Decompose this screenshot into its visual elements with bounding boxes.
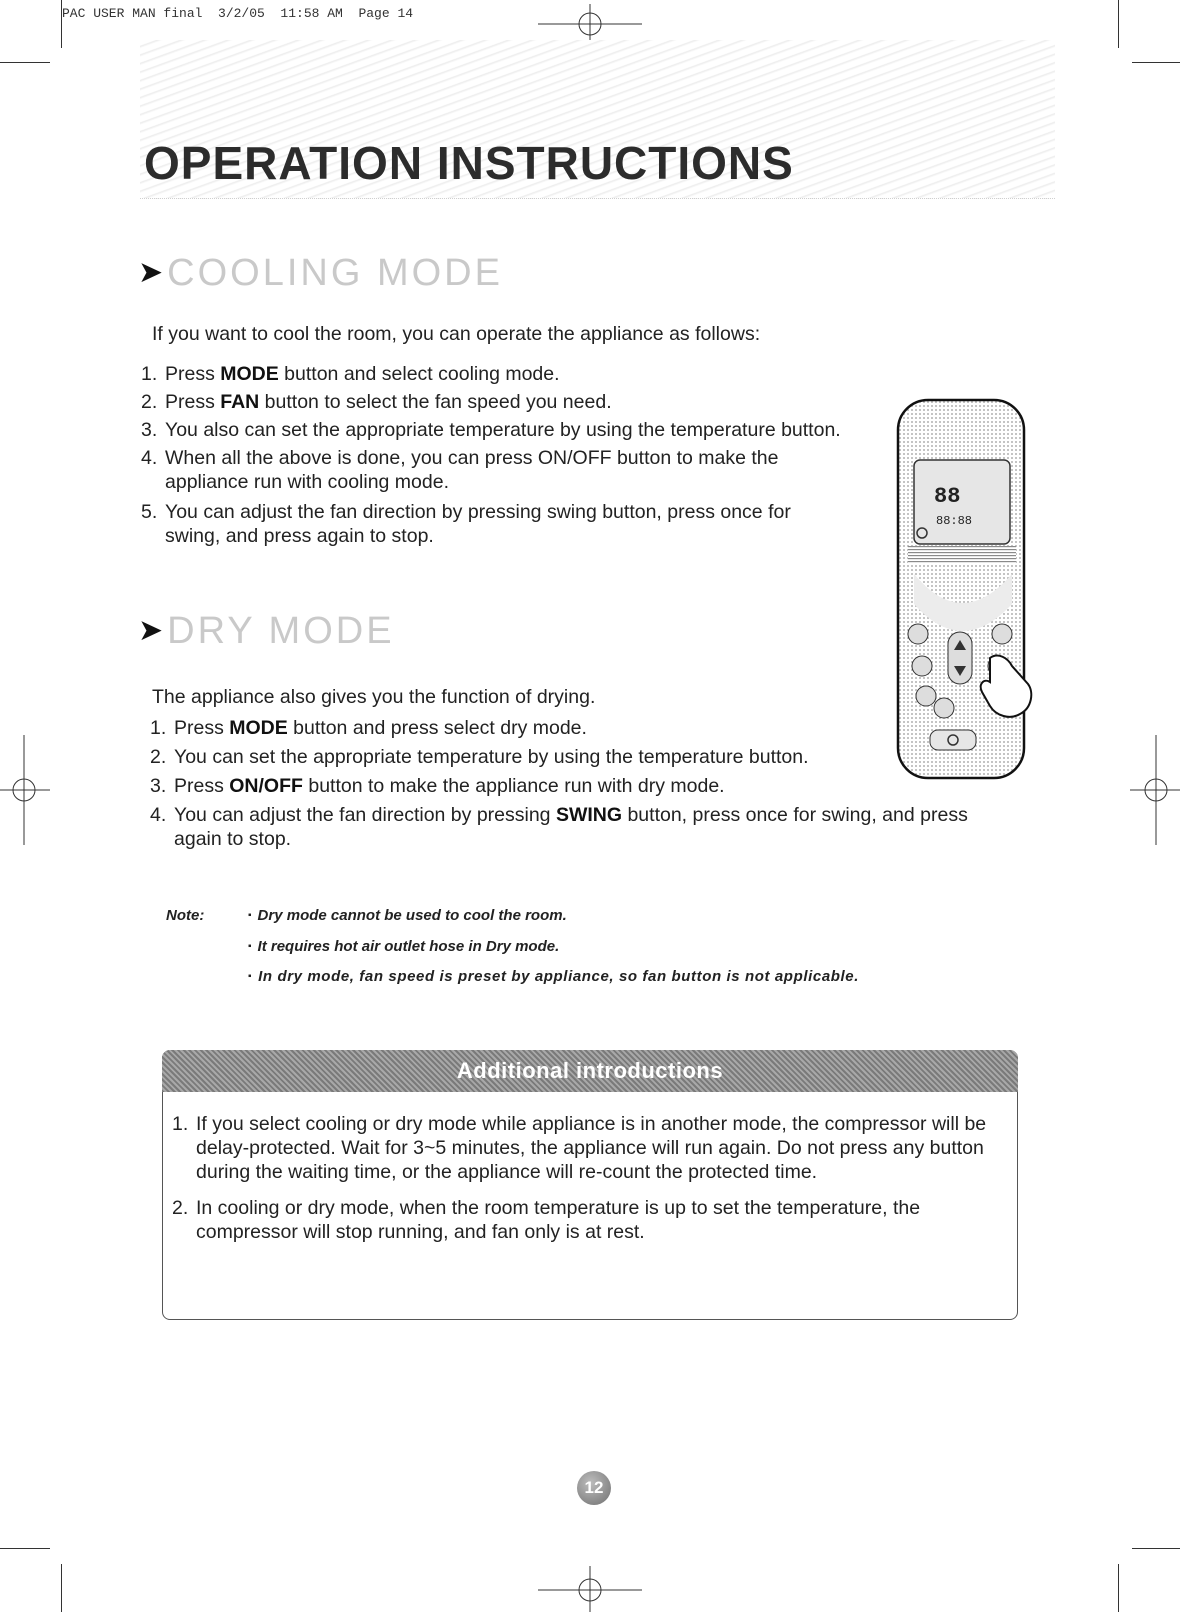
step-text: You also can set the appropriate temperature by using the temperature button. [165,419,841,441]
remote-display-small: 88:88 [936,514,973,528]
registration-mark-right [1130,735,1180,845]
step-text: You can set the appropriate temperature by using the temperature button. [174,746,809,768]
remote-button [992,624,1012,644]
dry-mode-title: DRY MODE [167,610,395,652]
additional-introductions-header [162,1050,1018,1092]
remote-button [916,686,936,706]
crop-mark [1118,0,1119,48]
dry-steps [150,716,970,851]
registration-mark-left [0,735,50,845]
note-item: ▪ Dry mode cannot be used to cool the room. [248,907,567,924]
item-number: 2. [172,1197,189,1219]
crop-mark [1118,1564,1119,1612]
step-number: 1. [141,363,158,385]
crop-mark [0,1548,50,1549]
list-item [141,418,841,442]
remote-temperature-rocker [948,632,972,684]
dry-intro: The appliance also gives you the function of drying. [152,686,596,708]
step-text: You can adjust the fan direction by pressing swing button, press once for swing, and press again to stop. [165,501,791,547]
page-number: 12 [577,1471,611,1505]
step-number: 4. [150,804,167,826]
remote-button [912,656,932,676]
step-number: 2. [150,746,167,768]
remote-button [908,624,928,644]
note-item: ▪ In dry mode, fan speed is preset by appliance, so fan button is not applicable. [248,968,859,985]
additional-introductions-title: Additional introductions [456,1058,724,1083]
item-number: 1. [172,1113,189,1135]
cooling-mode-title: COOLING MODE [167,252,503,294]
arrow-icon: ➤ [138,256,164,289]
list-item [141,500,831,548]
list-item [172,1196,992,1244]
additional-list [172,1112,1004,1244]
list-item [141,390,861,414]
dry-mode-heading [138,612,395,650]
step-text: You can adjust the fan direction by pressing SWING button, press once for swing, and press again to stop. [174,804,968,850]
list-item [172,1112,1004,1184]
step-text: Press FAN button to select the fan speed you need. [165,391,612,413]
arrow-icon: ➤ [138,614,164,647]
list-item [150,716,970,740]
page-title: OPERATION INSTRUCTIONS [144,137,794,189]
cooling-steps [141,362,861,548]
note-label: Note: [166,907,205,924]
item-text: In cooling or dry mode, when the room temperature is up to set the temperature, the compressor will stop running, and fan only is at rest. [196,1197,921,1243]
print-slug: PAC USER MAN final 3/2/05 11:58 AM Page 14 [62,6,414,21]
list-item [150,745,970,769]
item-text: If you select cooling or dry mode while appliance is in another mode, the compressor will be delay-protected. Wait for 3~5 minutes, the appliance will run again. Do not press any button during the waiting time, or the appliance will re-count the protected time. [196,1113,987,1183]
remote-button [934,698,954,718]
remote-control-illustration [890,396,1060,788]
remote-screen-band [908,546,1016,564]
note-item: ▪ It requires hot air outlet hose in Dry mode. [248,938,560,955]
crop-mark [0,62,50,63]
cooling-mode-heading [138,254,503,292]
list-item [141,446,841,494]
step-text: Press ON/OFF button to make the appliance run with dry mode. [174,775,725,797]
step-text: Press MODE button and press select dry mode. [174,717,587,739]
cooling-intro: If you want to cool the room, you can operate the appliance as follows: [152,323,761,345]
step-number: 1. [150,717,167,739]
step-number: 2. [141,391,158,413]
step-text: When all the above is done, you can press ON/OFF button to make the appliance run with cooling mode. [165,447,779,493]
list-item [150,803,970,851]
remote-screen [914,460,1010,544]
crop-mark [1132,1548,1180,1549]
list-item [141,362,861,386]
step-number: 3. [150,775,167,797]
remote-display-main: 88 [934,484,961,509]
crop-mark [1132,62,1180,63]
step-text: Press MODE button and select cooling mode. [165,363,560,385]
list-item [150,774,970,798]
step-number: 3. [141,419,158,441]
step-number: 5. [141,501,158,523]
registration-mark-bottom [538,1566,642,1612]
step-number: 4. [141,447,158,469]
remote-power-button [930,730,976,750]
crop-mark [61,1564,62,1612]
crop-mark [61,0,62,48]
